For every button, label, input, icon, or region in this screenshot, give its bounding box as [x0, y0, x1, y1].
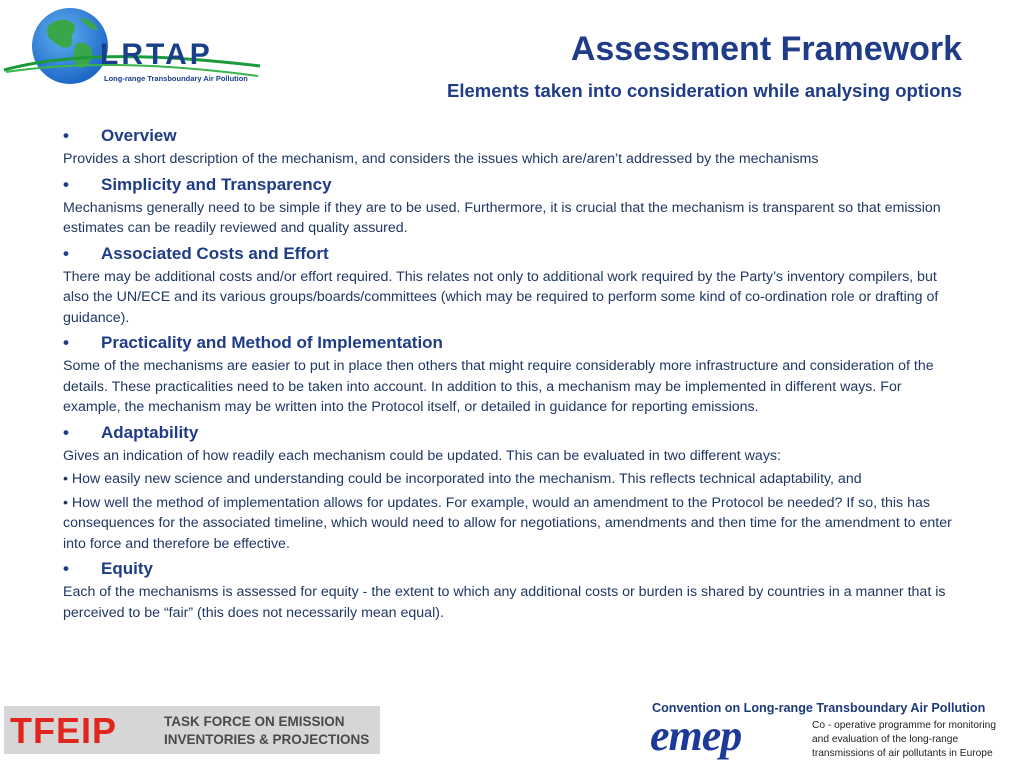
section-text: Provides a short description of the mechanism, and considers the issues which are/aren’t addressed by the mechanisms [63, 151, 819, 167]
section-heading-overview [63, 124, 963, 147]
section-text: • How easily new science and understanding could be incorporated into the mechanism. This reflects technical adaptability, and [63, 471, 862, 487]
section-heading-simplicity [63, 173, 963, 196]
section-text: Each of the mechanisms is assessed for equity - the extent to which any additional costs or burden is shared by countries in a manner that is perceived to be “fair” (this does not necessarily mean equal). [63, 584, 946, 621]
content-body [63, 124, 963, 626]
bullet: • [63, 333, 69, 352]
section-heading-practicality [63, 331, 963, 354]
bullet: • [63, 559, 69, 578]
section-text: Gives an indication of how readily each mechanism could be updated. This can be evaluated in two different ways: [63, 447, 781, 464]
emep-desc-1: Co - operative programme for monitoring [812, 720, 997, 731]
heading-text: Associated Costs and Effort [101, 243, 329, 263]
bullet: • [63, 243, 69, 263]
section-text: Mechanisms generally need to be simple if they are to be used. Furthermore, it is crucial that the mechanism is transparent so that emission estimates can be readily reviewed and quality assured. [63, 199, 941, 236]
emep-convention: Convention on Long-range Transboundary Air Pollution [652, 701, 986, 715]
section-heading-equity [63, 557, 963, 580]
emep-wordmark: emep [650, 711, 742, 760]
tfeip-wordmark: TFEIP [10, 710, 118, 751]
lrtap-logo [2, 4, 264, 88]
section-text: There may be additional costs and/or effort required. This relates not only to additional work required by the Party’s inventory compilers, but also the UN/ECE and its various groups/boards/committees (which may be required to perform some kind of co-ordination role or drafting of guidance). [63, 268, 939, 326]
heading-text: Simplicity and Transparency [101, 174, 332, 194]
heading-text: Adaptability [101, 422, 199, 442]
bullet: • [63, 126, 69, 145]
tfeip-logo [4, 706, 380, 754]
heading-text: Equity [101, 559, 153, 578]
bullet: • [63, 174, 69, 194]
emep-desc-3: transmissions of air pollutants in Europe [812, 748, 993, 759]
lrtap-subtitle: Long-range Transboundary Air Pollution [104, 74, 248, 83]
section-text: Some of the mechanisms are easier to put in place then others that might require considerably more infrastructure and consideration of the details. These practicalities need to be taken into account. In addition to this, a mechanism may be implemented in different ways. For example, the mechanism may be written into the Protocol itself, or detailed in guidance for reporting emissions. [63, 358, 934, 415]
page-subtitle: Elements taken into consideration while analysing options [446, 80, 962, 101]
section-heading-costs [63, 242, 963, 265]
section-heading-adaptability [63, 421, 963, 444]
bullet: • [63, 422, 69, 442]
heading-text: Practicality and Method of Implementation [101, 333, 443, 352]
tfeip-line-1: TASK FORCE ON EMISSION [164, 714, 345, 729]
section-text: • How well the method of implementation allows for updates. For example, would an amendment to the Protocol be needed? If so, this has consequences for the associated timeline, which would need to allow for negotiations, amendments and then time for the amendment to enter into force and therefore be effective. [63, 494, 952, 552]
page-title: Assessment Framework [570, 30, 962, 68]
emep-desc-2: and evaluation of the long-range [812, 734, 959, 745]
lrtap-wordmark: LRTAP [100, 38, 213, 71]
heading-text: Overview [101, 126, 177, 145]
tfeip-line-2: INVENTORIES & PROJECTIONS [164, 732, 370, 747]
